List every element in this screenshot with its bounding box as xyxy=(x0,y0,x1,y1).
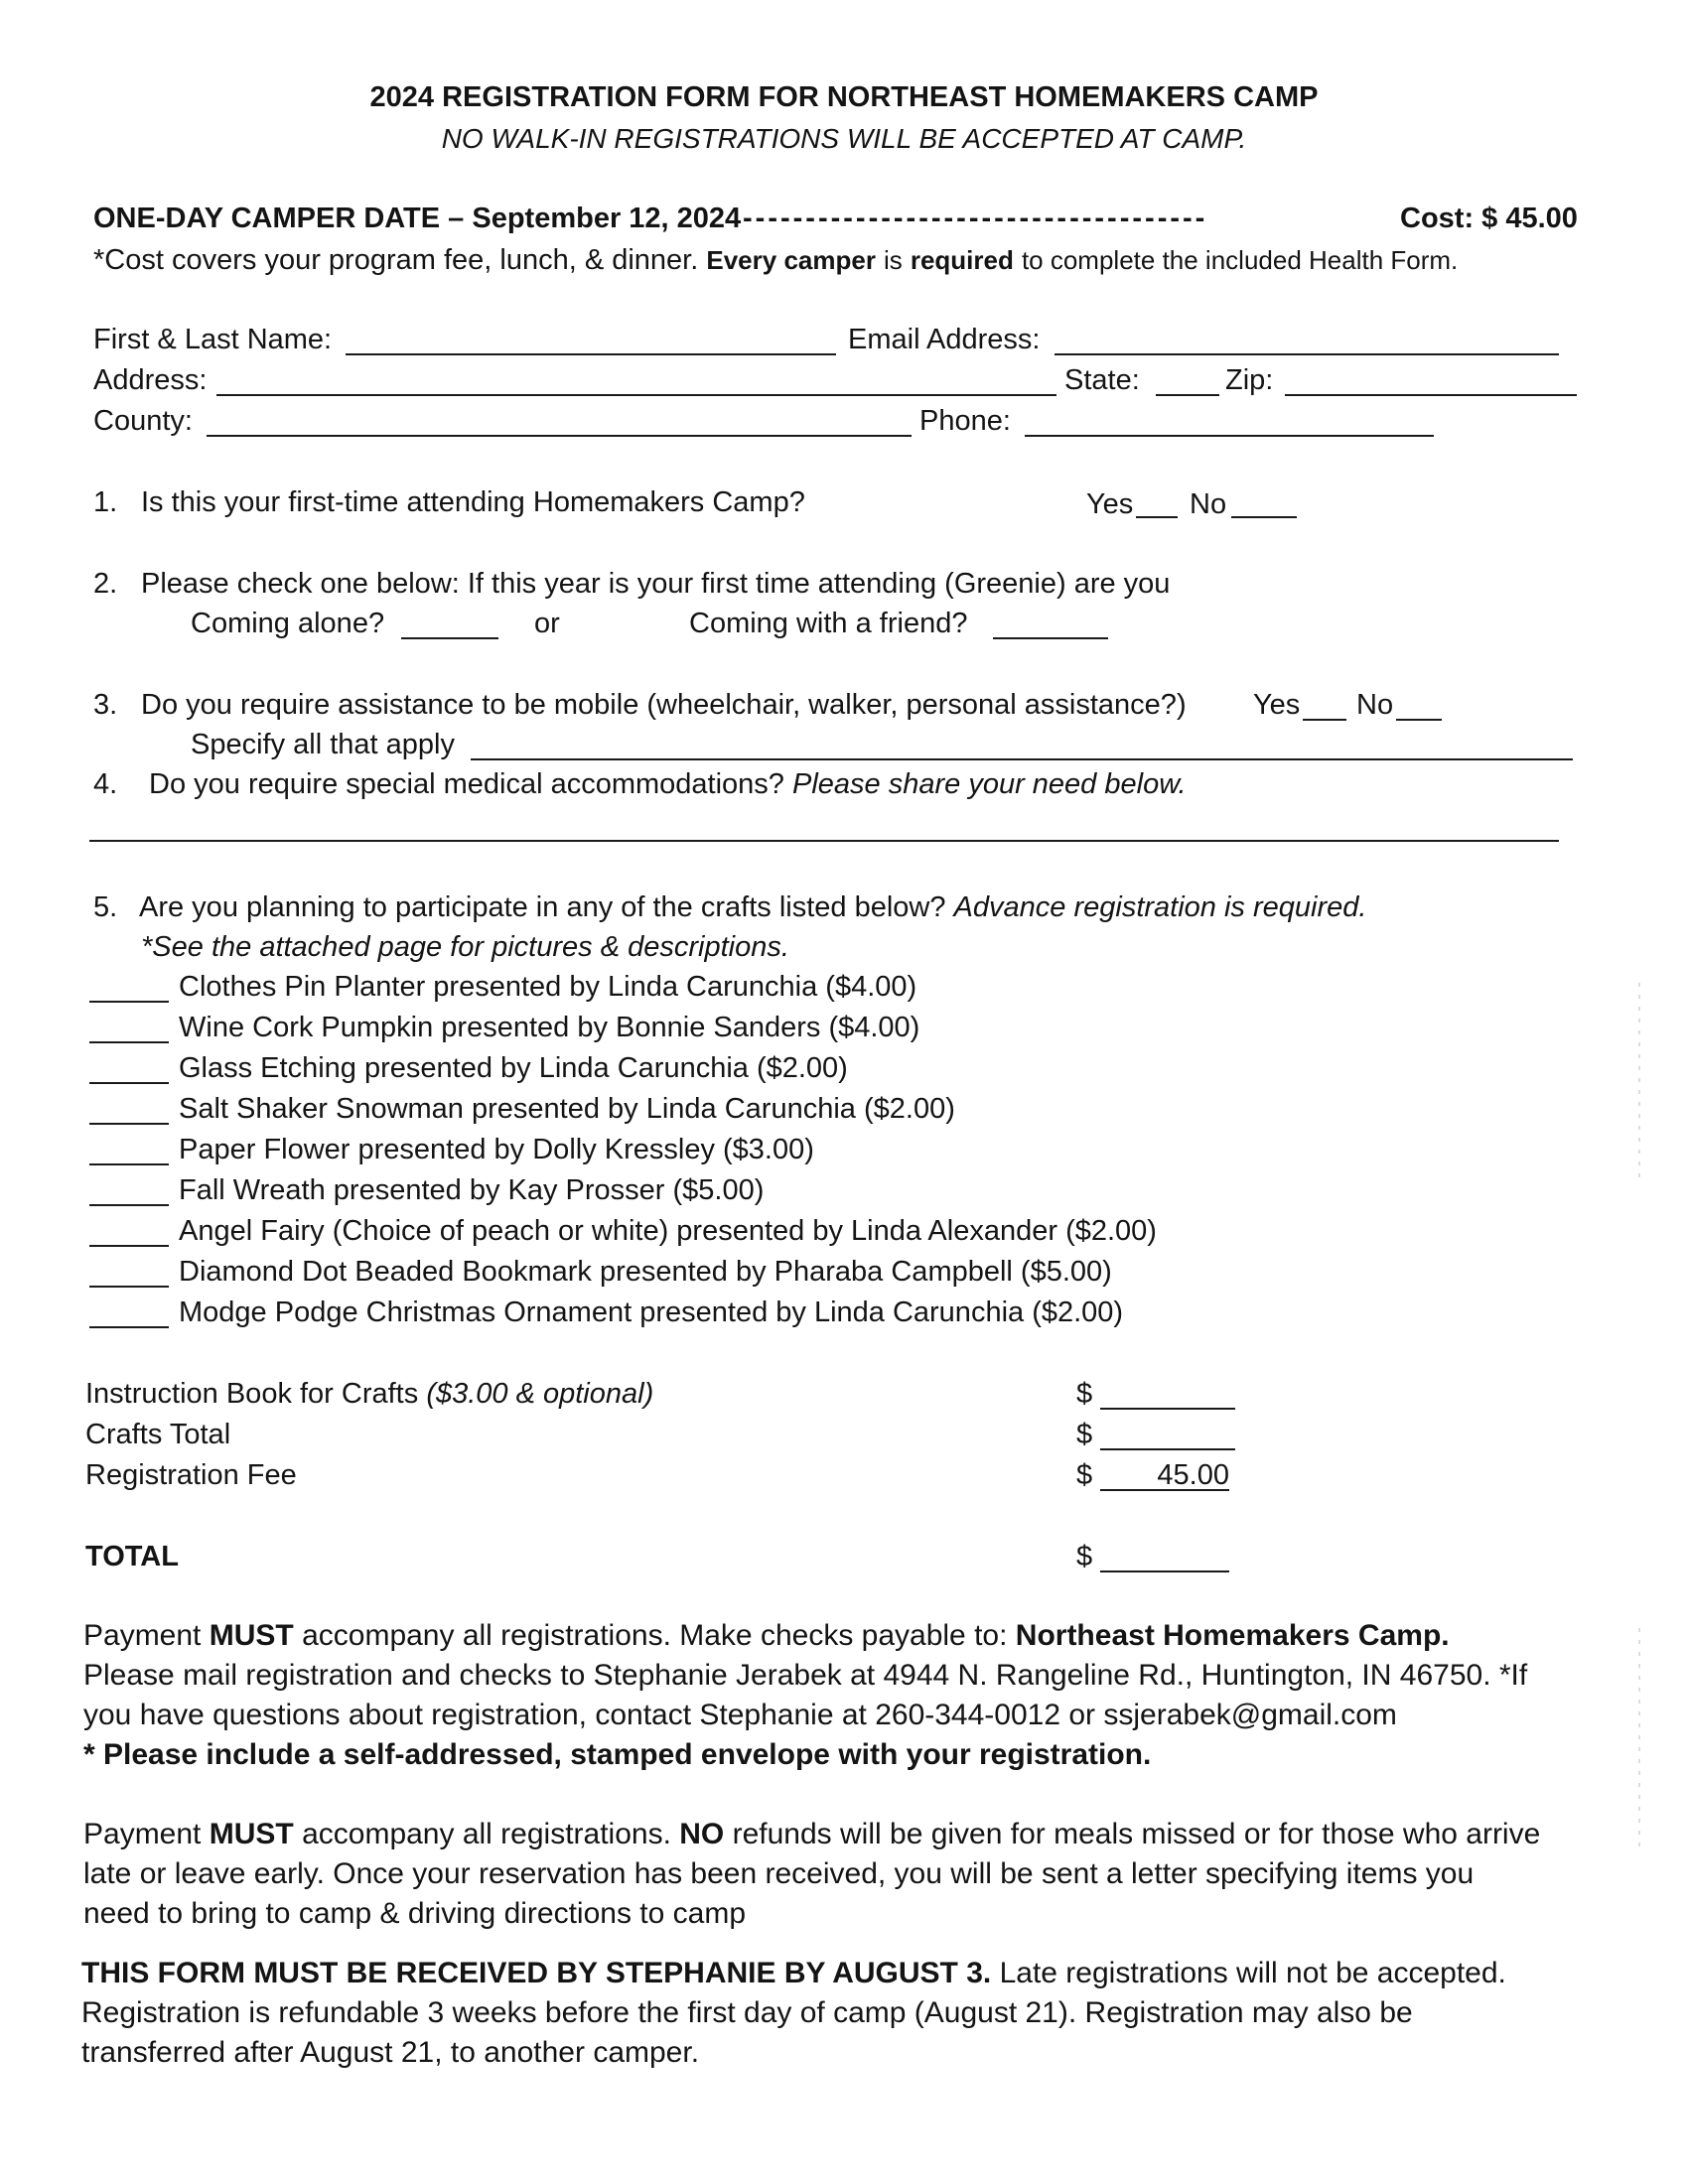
craft-checkbox[interactable] xyxy=(89,1001,169,1003)
book-dollar: $ xyxy=(1076,1378,1093,1410)
craft-item: Paper Flower presented by Dolly Kressley ($3.00) xyxy=(179,1134,814,1165)
fee-value: 45.00 xyxy=(1157,1459,1229,1491)
q4-number: 4. xyxy=(93,768,118,800)
craft-checkbox[interactable] xyxy=(89,1041,169,1043)
book-amount-field[interactable] xyxy=(1100,1408,1235,1410)
payment2-line1: Payment MUST accompany all registrations. NO refunds will be given for meals missed or for those who arrive xyxy=(83,1818,1541,1850)
payment1-line4: * Please include a self-addressed, stamped envelope with your registration. xyxy=(83,1738,1152,1771)
craft-checkbox[interactable] xyxy=(89,1123,169,1125)
q1-number: 1. xyxy=(93,486,118,518)
fee-underline xyxy=(1100,1489,1229,1491)
q5-number: 5. xyxy=(93,891,118,923)
q3-number: 3. xyxy=(93,689,118,721)
payment1-line2: Please mail registration and checks to Stephanie Jerabek at 4944 N. Rangeline Rd., Huntington, IN 46750. *If xyxy=(83,1659,1528,1692)
q1-no-label: No xyxy=(1190,488,1227,520)
form-title: 2024 REGISTRATION FORM FOR NORTHEAST HOMEMAKERS CAMP xyxy=(369,81,1319,113)
q2-alone-label: Coming alone? xyxy=(191,608,385,639)
craft-item: Fall Wreath presented by Kay Prosser ($5.00) xyxy=(179,1174,765,1206)
q1-text: Is this your first-time attending Homemakers Camp? xyxy=(141,486,805,518)
payment2-line3: need to bring to camp & driving directions to camp xyxy=(83,1897,747,1930)
fee-dollar: $ xyxy=(1076,1459,1093,1491)
craft-item: Modge Podge Christmas Ornament presented by Linda Carunchia ($2.00) xyxy=(179,1297,1124,1328)
q1-no-blank[interactable] xyxy=(1231,516,1297,518)
scan-artifact xyxy=(1638,1628,1640,1846)
q3-yes-label: Yes xyxy=(1253,689,1301,721)
crafts-total-field[interactable] xyxy=(1100,1448,1235,1450)
zip-label: Zip: xyxy=(1225,364,1274,396)
q2-friend-blank[interactable] xyxy=(993,637,1108,639)
q2-friend-label: Coming with a friend? xyxy=(689,608,968,639)
county-field[interactable] xyxy=(207,435,912,437)
total-label: TOTAL xyxy=(85,1541,179,1572)
craft-checkbox[interactable] xyxy=(89,1326,169,1328)
deadline-line1: THIS FORM MUST BE RECEIVED BY STEPHANIE BY AUGUST 3. Late registrations will not be accepted. xyxy=(81,1957,1506,1989)
oneday-label: ONE-DAY CAMPER DATE – September 12, 2024 xyxy=(93,203,742,234)
deadline-line3: transferred after August 21, to another camper. xyxy=(81,2036,700,2069)
crafts-total-dollar: $ xyxy=(1076,1419,1093,1450)
q4-field[interactable] xyxy=(89,840,1559,842)
crafts-total-label: Crafts Total xyxy=(85,1419,231,1450)
q5-note: *See the attached page for pictures & descriptions. xyxy=(141,931,789,963)
state-label: State: xyxy=(1064,364,1140,396)
name-label: First & Last Name: xyxy=(93,324,333,355)
state-field[interactable] xyxy=(1156,394,1219,396)
q2-number: 2. xyxy=(93,568,118,600)
oneday-note: *Cost covers your program fee, lunch, & dinner. Every camper is required to complete the included Health Form. xyxy=(93,244,1459,276)
craft-checkbox[interactable] xyxy=(89,1245,169,1247)
oneday-cost: Cost: $ 45.00 xyxy=(1400,203,1578,234)
email-field[interactable] xyxy=(1055,353,1559,355)
payment2-line2: late or leave early. Once your reservation has been received, you will be sent a letter specifying items you xyxy=(83,1857,1475,1890)
payment1-line3: you have questions about registration, contact Stephanie at 260-344-0012 or ssjerabek@gmail.com xyxy=(83,1699,1397,1731)
scan-artifact xyxy=(1638,983,1640,1181)
q3-text: Do you require assistance to be mobile (wheelchair, walker, personal assistance?) xyxy=(141,689,1187,721)
craft-item: Salt Shaker Snowman presented by Linda Carunchia ($2.00) xyxy=(179,1093,955,1125)
craft-checkbox[interactable] xyxy=(89,1163,169,1165)
craft-item: Clothes Pin Planter presented by Linda Carunchia ($4.00) xyxy=(179,971,917,1003)
email-label: Email Address: xyxy=(848,324,1041,355)
q3-no-blank[interactable] xyxy=(1396,719,1442,721)
q2-or: or xyxy=(534,608,560,639)
q3-specify-field[interactable] xyxy=(471,758,1573,760)
q1-yes-label: Yes xyxy=(1086,488,1134,520)
form-subtitle: NO WALK-IN REGISTRATIONS WILL BE ACCEPTED AT CAMP. xyxy=(441,123,1247,154)
name-field[interactable] xyxy=(346,353,836,355)
book-label: Instruction Book for Crafts ($3.00 & optional) xyxy=(85,1378,654,1410)
craft-checkbox[interactable] xyxy=(89,1204,169,1206)
craft-checkbox[interactable] xyxy=(89,1286,169,1288)
q1-yes-blank[interactable] xyxy=(1136,516,1178,518)
craft-item: Diamond Dot Beaded Bookmark presented by Pharaba Campbell ($5.00) xyxy=(179,1256,1112,1288)
payment1-line1: Payment MUST accompany all registrations. Make checks payable to: Northeast Homemakers Camp. xyxy=(83,1619,1450,1652)
deadline-line2: Registration is refundable 3 weeks before the first day of camp (August 21). Registration may also be xyxy=(81,1996,1413,2029)
q2-alone-blank[interactable] xyxy=(401,637,498,639)
craft-item: Glass Etching presented by Linda Carunchia ($2.00) xyxy=(179,1052,848,1084)
oneday-dashes: ------------------------------------- xyxy=(743,203,1208,234)
q4-text: Do you require special medical accommodations? Please share your need below. xyxy=(149,768,1187,800)
zip-field[interactable] xyxy=(1285,394,1577,396)
total-field[interactable] xyxy=(1100,1570,1229,1572)
q3-no-label: No xyxy=(1356,689,1394,721)
q3-specify-label: Specify all that apply xyxy=(191,729,455,760)
q5-text: Are you planning to participate in any of the crafts listed below? Advance registration is required. xyxy=(139,891,1367,923)
phone-field[interactable] xyxy=(1025,435,1434,437)
county-label: County: xyxy=(93,405,193,437)
phone-label: Phone: xyxy=(919,405,1011,437)
total-dollar: $ xyxy=(1076,1541,1093,1572)
address-field[interactable] xyxy=(216,394,1056,396)
q2-text: Please check one below: If this year is your first time attending (Greenie) are you xyxy=(141,568,1171,600)
craft-checkbox[interactable] xyxy=(89,1082,169,1084)
fee-label: Registration Fee xyxy=(85,1459,297,1491)
craft-item: Angel Fairy (Choice of peach or white) presented by Linda Alexander ($2.00) xyxy=(179,1215,1157,1247)
craft-item: Wine Cork Pumpkin presented by Bonnie Sanders ($4.00) xyxy=(179,1012,920,1043)
address-label: Address: xyxy=(93,364,208,396)
q3-yes-blank[interactable] xyxy=(1303,719,1346,721)
